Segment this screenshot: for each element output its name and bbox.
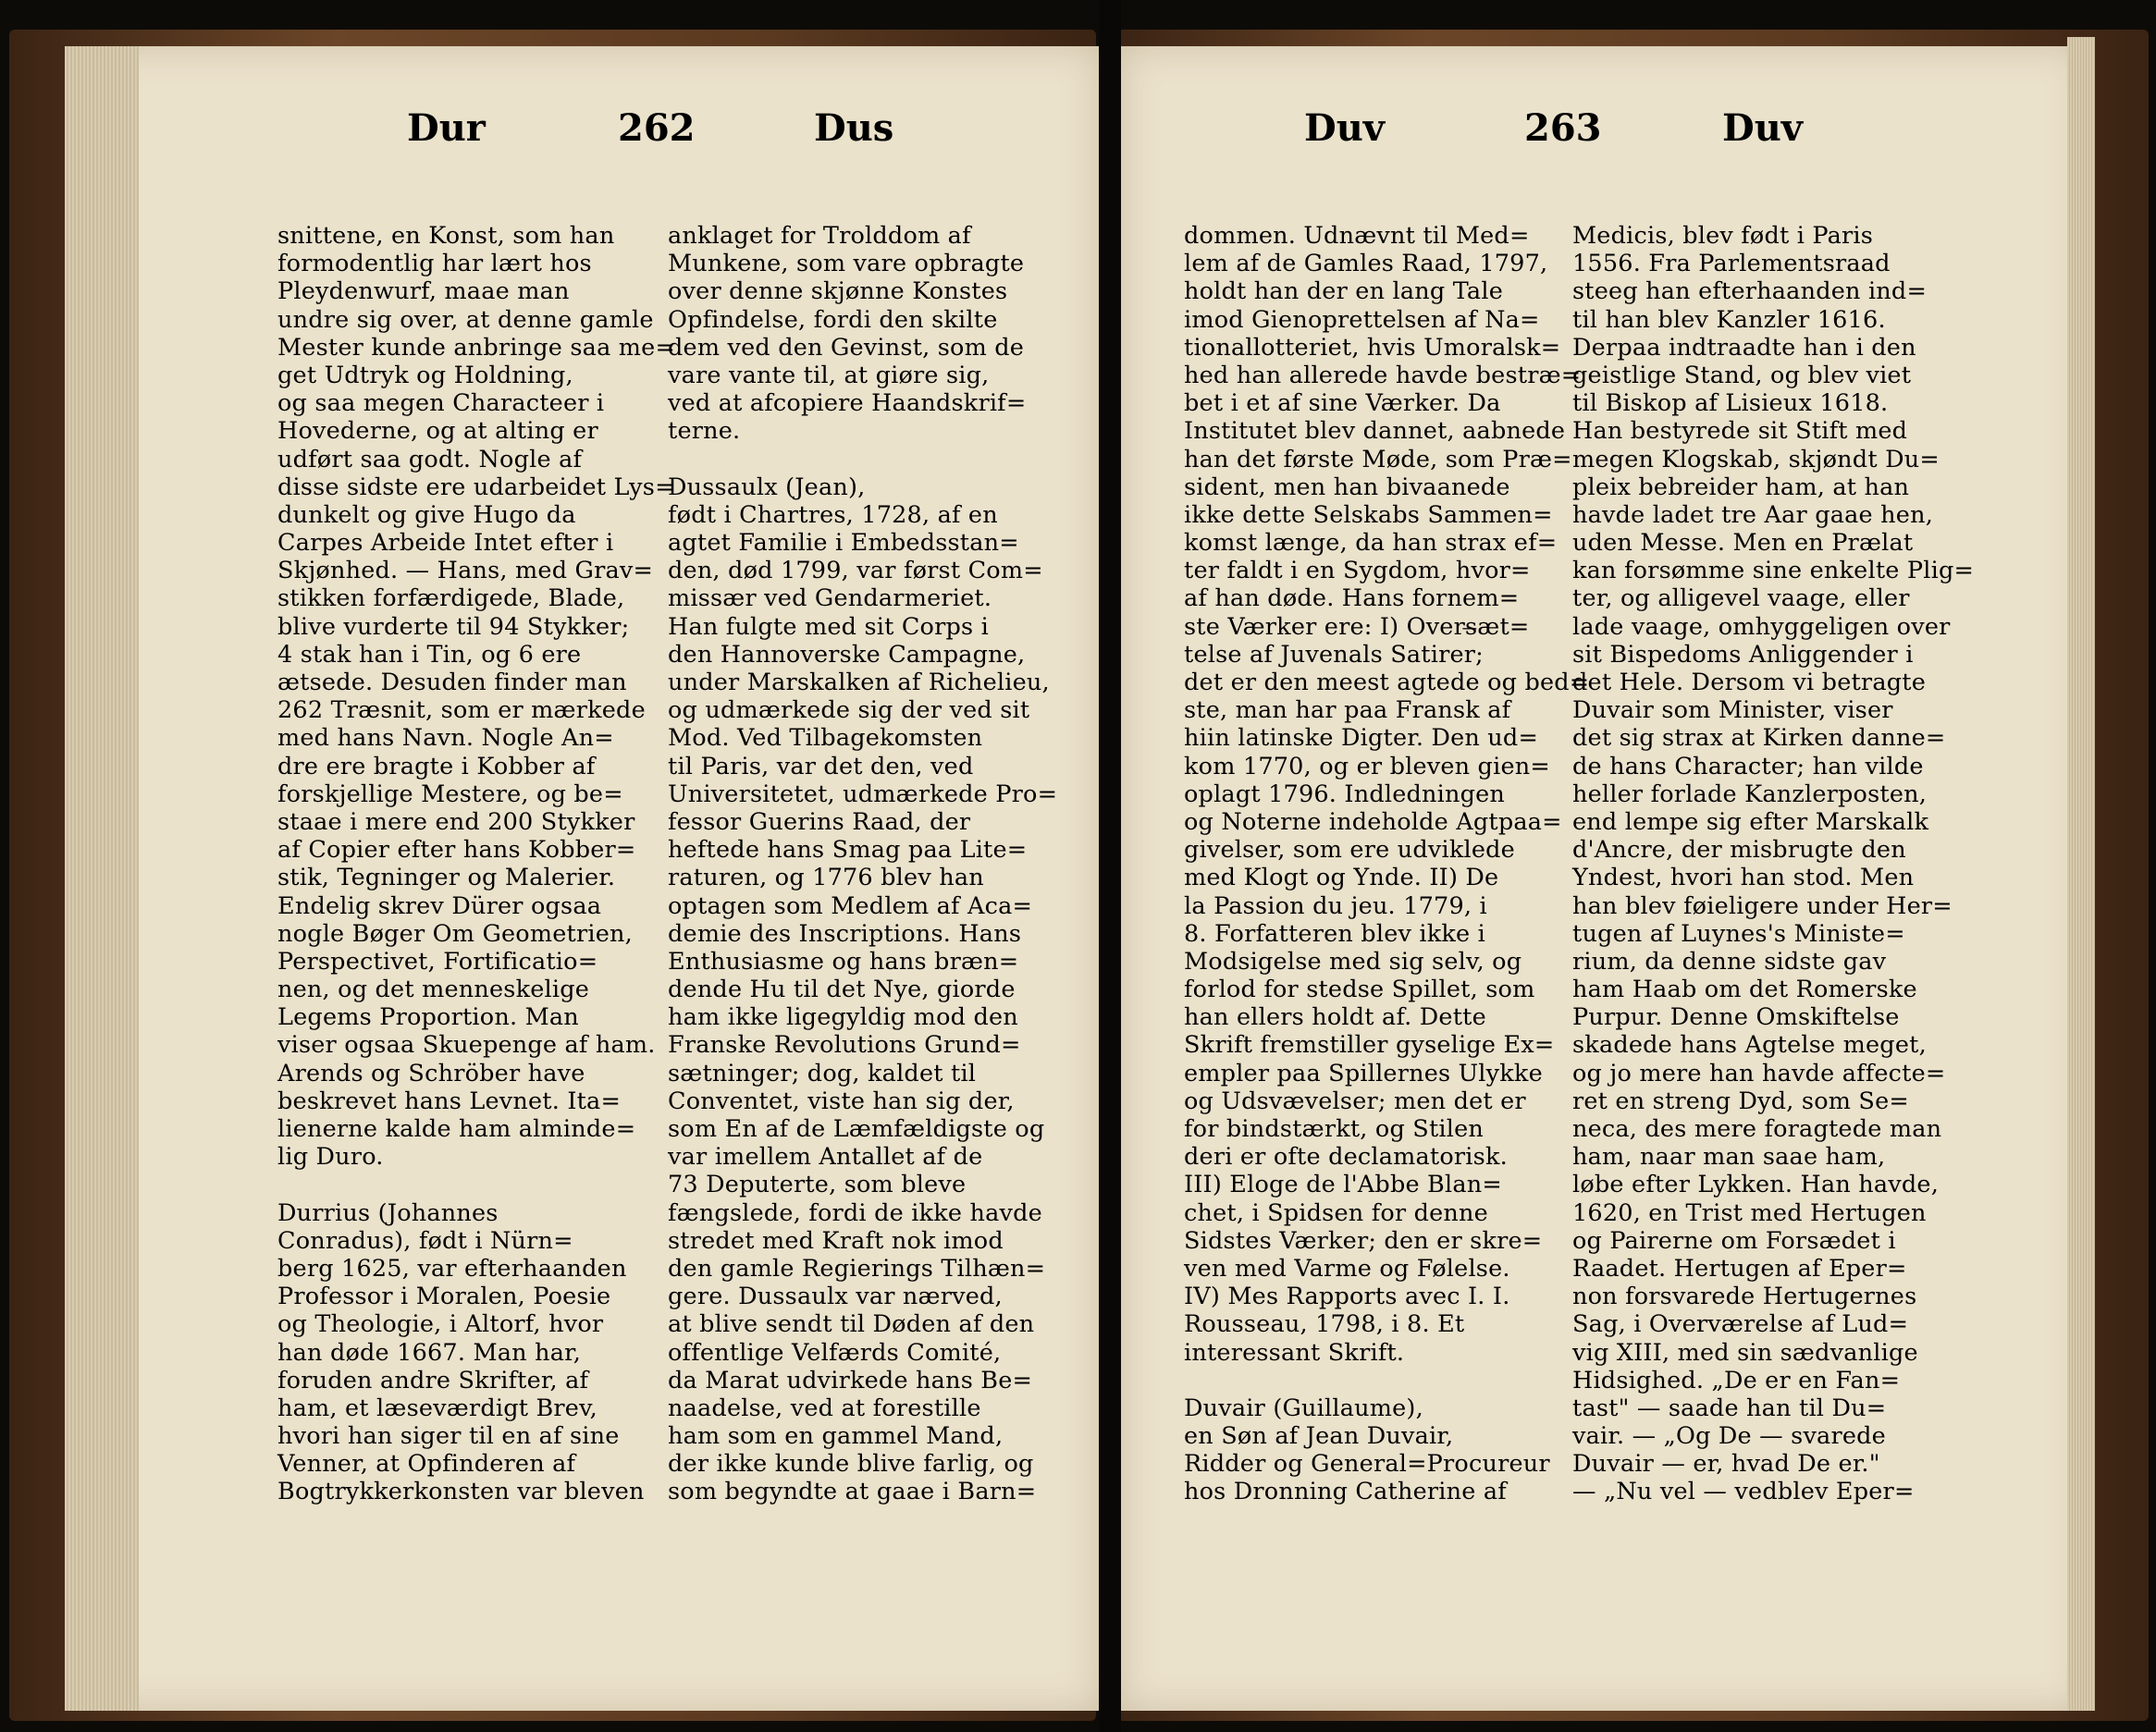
text-line: offentlige Velfærds Comité, [668,1338,1002,1367]
text-line: Conradus), født i Nürn= [277,1226,573,1255]
text-line: missær ved Gendarmeriet. [668,584,992,613]
text-line: Ridder og General=Procureur [1184,1450,1550,1479]
text-line: uden Messe. Men en Prælat [1572,529,1914,558]
text-line: interessant Skrift. [1184,1338,1405,1367]
text-line: nogle Bøger Om Geometrien, [277,919,633,948]
text-line: Rousseau, 1798, i 8. Et [1184,1310,1465,1339]
text-line: Institutet blev dannet, aabnede [1184,417,1566,446]
text-line: Bogtrykkerkonsten var bleven [277,1478,645,1506]
text-line: Munkene, som vare opbragte [668,250,1025,278]
text-line: Hidsighed. „De er en Fan= [1572,1366,1901,1394]
text-line: han døde 1667. Man har, [277,1338,582,1367]
text-line: IV) Mes Rapports avec I. I. [1184,1283,1510,1311]
text-line: lem af de Gamles Raad, 1797, [1184,250,1548,278]
text-line: 1556. Fra Parlementsraad [1572,250,1891,278]
text-line: heller forlade Kanzlerposten, [1572,780,1928,808]
text-line: den, død 1799, var først Com= [668,557,1043,585]
text-line: Skrift fremstiller gyselige Ex= [1184,1031,1555,1060]
text-line: nen, og det menneskelige [277,976,590,1004]
text-line: kan forsømme sine enkelte Plig= [1572,557,1975,585]
text-line: og Theologie, i Altorf, hvor [277,1310,604,1339]
text-line: Enthusiasme og hans bræn= [668,947,1019,976]
text-line: demie des Inscriptions. Hans [668,919,1022,948]
text-line [277,1171,643,1198]
text-line: de hans Character; han vilde [1572,752,1924,780]
text-line: Durrius (Johannes [277,1198,499,1227]
text-line: Venner, at Opfinderen af [277,1450,576,1479]
text-line: ved at afcopiere Haandskrif= [668,389,1027,418]
text-line: ætsede. Desuden finder man [277,669,627,696]
text-line: ikke dette Selskabs Sammen= [1184,500,1553,529]
text-line: sident, men han bivaanede [1184,473,1510,501]
text-line: rium, da denne sidste gav [1572,947,1887,976]
text-line: ret en streng Dyd, som Se= [1572,1087,1909,1115]
left-header-guideword-end: Dus [814,106,894,150]
text-line: — „Nu vel — vedblev Eper= [1572,1478,1915,1506]
text-line: hvori han siger til en af sine [277,1422,620,1451]
text-line: Hovederne, og at alting er [277,417,598,446]
left-header-guideword-start: Dur [407,106,486,150]
text-line: Professor i Moralen, Poesie [277,1283,611,1311]
text-line: naadelse, ved at forestille [668,1394,981,1422]
text-line: raturen, og 1776 blev han [668,864,984,892]
text-line: lade vaage, omhyggeligen over [1572,612,1951,641]
text-line: dunkelt og give Hugo da [277,500,576,529]
text-line: sætninger; dog, kaldet til [668,1059,977,1087]
text-line: 262 Træsnit, som er mærkede [277,696,646,725]
text-line: Duvair (Guillaume), [1184,1394,1423,1422]
text-line: ham Haab om det Romerske [1572,976,1917,1004]
text-line: under Marskalken af Richelieu, [668,669,1050,696]
page-edges-left [65,46,139,1711]
text-line: for bindstærkt, og Stilen [1184,1115,1485,1143]
right-header-guideword-start: Duv [1304,106,1386,150]
text-line: 1620, en Trist med Hertugen [1572,1198,1927,1227]
text-line: af han døde. Hans fornem= [1184,584,1520,613]
text-line: Opfindelse, fordi den skilte [668,305,998,334]
text-line: kom 1770, og er bleven gien= [1184,752,1550,780]
text-line: chet, i Spidsen for denne [1184,1198,1488,1227]
text-line: og Pairerne om Forsædet i [1572,1226,1896,1255]
text-line: forlod for stedse Spillet, som [1184,976,1535,1004]
text-line: 8. Forfatteren blev ikke i [1184,919,1486,948]
text-line: geistlige Stand, og blev viet [1572,361,1912,389]
text-line: oplagt 1796. Indledningen [1184,780,1506,808]
text-line: udført saa godt. Nogle af [277,445,583,473]
text-line: staae i mere end 200 Stykker [277,807,635,836]
text-line: Mester kunde anbringe saa me= [277,333,676,362]
text-line: fængslede, fordi de ikke havde [668,1198,1042,1227]
book-gutter [1099,0,1121,1732]
text-line: der ikke kunde blive farlig, og [668,1450,1034,1479]
left-page-number: 262 [618,106,696,150]
text-line: stikken forfærdigede, Blade, [277,584,625,613]
text-line: Raadet. Hertugen af Eper= [1572,1254,1907,1283]
text-line: ham som en gammel Mand, [668,1422,1004,1451]
text-line: han det første Møde, som Præ= [1184,445,1572,473]
text-line: optagen som Medlem af Aca= [668,891,1033,920]
text-line: Conventet, viste han sig der, [668,1087,1015,1115]
text-line: Derpaa indtraadte han i den [1572,333,1916,362]
text-line: Modsigelse med sig selv, og [1184,947,1522,976]
text-line: snittene, en Konst, som han [277,222,615,250]
text-line: havde ladet tre Aar gaae hen, [1572,500,1933,529]
left-page-column-2 [668,222,1058,1506]
text-line: fessor Guerins Raad, der [668,807,971,836]
text-line: vig XIII, med sin sædvanlige [1572,1338,1918,1367]
text-line: steeg han efterhaanden ind= [1572,277,1928,306]
text-line: ham ikke ligegyldig mod den [668,1003,1018,1032]
text-line: det er den meest agtede og bed= [1184,669,1590,696]
text-line: med hans Navn. Nogle An= [277,724,614,753]
text-line: bet i et af sine Værker. Da [1184,389,1501,418]
text-line: neca, des mere foragtede man [1572,1115,1942,1143]
text-line: hiin latinske Digter. Den ud= [1184,724,1539,753]
text-line: og Udsvævelser; men det er [1184,1087,1526,1115]
text-line: tast" — saade han til Du= [1572,1394,1887,1422]
text-line: formodentlig har lært hos [277,250,592,278]
text-line: det Hele. Dersom vi betragte [1572,669,1926,696]
text-line: tugen af Luynes's Ministe= [1572,919,1905,948]
text-line: berg 1625, var efterhaanden [277,1254,627,1283]
text-line: Mod. Ved Tilbagekomsten [668,724,983,753]
text-line: holdt han der en lang Tale [1184,277,1503,306]
text-line: Carpes Arbeide Intet efter i [277,529,614,558]
text-line: til han blev Kanzler 1616. [1572,305,1886,334]
text-line: lienerne kalde ham alminde= [277,1115,636,1143]
text-line: megen Klogskab, skjøndt Du= [1572,445,1940,473]
text-line: Han fulgte med sit Corps i [668,612,989,641]
text-line: Duvair — er, hvad De er." [1572,1450,1880,1479]
text-line: gere. Dussaulx var nærved, [668,1283,1003,1311]
text-line: Skjønhed. — Hans, med Grav= [277,557,654,585]
text-line: tionallotteriet, hvis Umoralsk= [1184,333,1561,362]
text-line: foruden andre Skrifter, af [277,1366,589,1394]
text-line: skadede hans Agtelse meget, [1572,1031,1927,1060]
text-line: den Hannoverske Campagne, [668,640,1026,669]
text-line: dre ere bragte i Kobber af [277,752,596,780]
text-line: III) Eloge de l'Abbe Blan= [1184,1171,1502,1199]
right-page-number: 263 [1524,106,1602,150]
text-line: givelser, som ere udviklede [1184,836,1515,865]
text-line: til Biskop af Lisieux 1618. [1572,389,1889,418]
text-line: ter faldt i en Sygdom, hvor= [1184,557,1531,585]
text-line: stredet med Kraft nok imod [668,1226,1004,1255]
right-header-guideword-end: Duv [1722,106,1804,150]
text-line: ham, naar man saae ham, [1572,1143,1886,1172]
right-page-column-2 [1572,222,1975,1506]
text-line: Medicis, blev født i Paris [1572,222,1874,250]
text-line: Universitetet, udmærkede Pro= [668,780,1058,808]
text-line: telse af Juvenals Satirer; [1184,640,1484,669]
text-line: Franske Revolutions Grund= [668,1031,1021,1060]
text-line: ste Værker ere: I) Overs̶æt= [1184,612,1530,641]
text-line: det sig strax at Kirken danne= [1572,724,1946,753]
text-line: og udmærkede sig der ved sit [668,696,1030,725]
text-line: viser ogsaa Skuepenge af ham. [277,1031,656,1060]
text-line: d'Ancre, der misbrugte den [1572,836,1906,865]
text-line: til Paris, var det den, ved [668,752,974,780]
text-line: hos Dronning Catherine af [1184,1478,1507,1506]
text-line: dende Hu til det Nye, giorde [668,976,1016,1004]
text-line: terne. [668,417,741,446]
text-line: end lempe sig efter Marskalk [1572,807,1929,836]
text-line: hed han allerede havde bestræ= [1184,361,1582,389]
text-line: vare vante til, at giøre sig, [668,361,990,389]
text-line: Arends og Schröber have [277,1059,585,1087]
text-line: Legems Proportion. Man [277,1003,579,1032]
text-line: Yndest, hvori han stod. Men [1572,864,1915,892]
text-line: 4 stak han i Tin, og 6 ere [277,640,582,669]
text-line: ham, et læseværdigt Brev, [277,1394,598,1422]
text-line: Duvair som Minister, viser [1572,696,1893,725]
left-page-column-1 [277,222,676,1506]
text-line [668,446,1038,473]
text-line: og Noterne indeholde Agtpaa= [1184,807,1562,836]
text-line: var imellem Antallet af de [668,1143,983,1172]
text-line: løbe efter Lykken. Han havde, [1572,1171,1940,1199]
text-line: komst længe, da han strax ef= [1184,529,1558,558]
text-line: Purpur. Denne Omskiftelse [1572,1003,1900,1032]
text-line: over denne skjønne Konstes [668,277,1008,306]
text-line: deri er ofte declamatorisk. [1184,1143,1508,1172]
text-line: sit Bispedoms Anliggender i [1572,640,1914,669]
text-line: vair. — „Og De — svarede [1572,1422,1886,1451]
text-line: blive vurderte til 94 Stykker; [277,612,630,641]
text-line: og jo mere han havde affecte= [1572,1059,1946,1087]
text-line: Pleydenwurf, maae man [277,277,570,306]
text-line: født i Chartres, 1728, af en [668,500,998,529]
text-line: da Marat udvirkede hans Be= [668,1366,1033,1394]
text-line: empler paa Spillernes Ulykke [1184,1059,1543,1087]
text-line: get Udtryk og Holdning, [277,361,573,389]
text-line: ven med Varme og Følelse. [1184,1254,1510,1283]
page-edges-right [2067,37,2095,1711]
text-line: ste, man har paa Fransk af [1184,696,1511,725]
text-line: at blive sendt til Døden af den [668,1310,1035,1339]
text-line: anklaget for Trolddom af [668,222,971,250]
text-line: lig Duro. [277,1143,384,1172]
text-line: beskrevet hans Levnet. Ita= [277,1087,622,1115]
text-line: Endelig skrev Dürer ogsaa [277,891,602,920]
text-line: la Passion du jeu. 1779, i [1184,891,1487,920]
text-line: han blev føieligere under Her= [1572,891,1953,920]
text-line: agtet Familie i Embedsstan= [668,529,1019,558]
text-line: heftede hans Smag paa Lite= [668,836,1028,865]
text-line: den gamle Regierings Tilhæn= [668,1254,1046,1283]
text-line: undre sig over, at denne gamle [277,305,654,334]
text-line: Han bestyrede sit Stift med [1572,417,1908,446]
text-line: dommen. Udnævnt til Med= [1184,222,1530,250]
text-line: af Copier efter hans Kobber= [277,836,636,865]
text-line: disse sidste ere udarbeidet Lys= [277,473,675,501]
text-line: dem ved den Gevinst, som de [668,333,1025,362]
text-line: non forsvarede Hertugernes [1572,1283,1917,1311]
text-line: han ellers holdt af. Dette [1184,1003,1486,1032]
text-line: en Søn af Jean Duvair, [1184,1422,1454,1451]
text-line: imod Gienoprettelsen af Na= [1184,305,1540,334]
text-line: Dussaulx (Jean), [668,473,866,501]
text-line: forskjellige Mestere, og be= [277,780,623,808]
text-line: som En af de Læmfældigste og [668,1115,1045,1143]
right-page-column-1 [1184,222,1590,1506]
text-line: stik, Tegninger og Malerier. [277,864,616,892]
text-line: som begyndte at gaae i Barn= [668,1478,1037,1506]
text-line: Sidstes Værker; den er skre= [1184,1226,1543,1255]
text-line: og saa megen Characteer i [277,389,605,418]
text-line: med Klogt og Ynde. II) De [1184,864,1499,892]
text-line: Perspectivet, Fortificatio= [277,947,598,976]
text-line: 73 Deputerte, som bleve [668,1171,967,1199]
text-line: Sag, i Overværelse af Lud= [1572,1310,1909,1339]
text-line [1184,1367,1549,1394]
text-line: ter, og alligevel vaage, eller [1572,584,1910,613]
text-line: pleix bebreider ham, at han [1572,473,1910,501]
